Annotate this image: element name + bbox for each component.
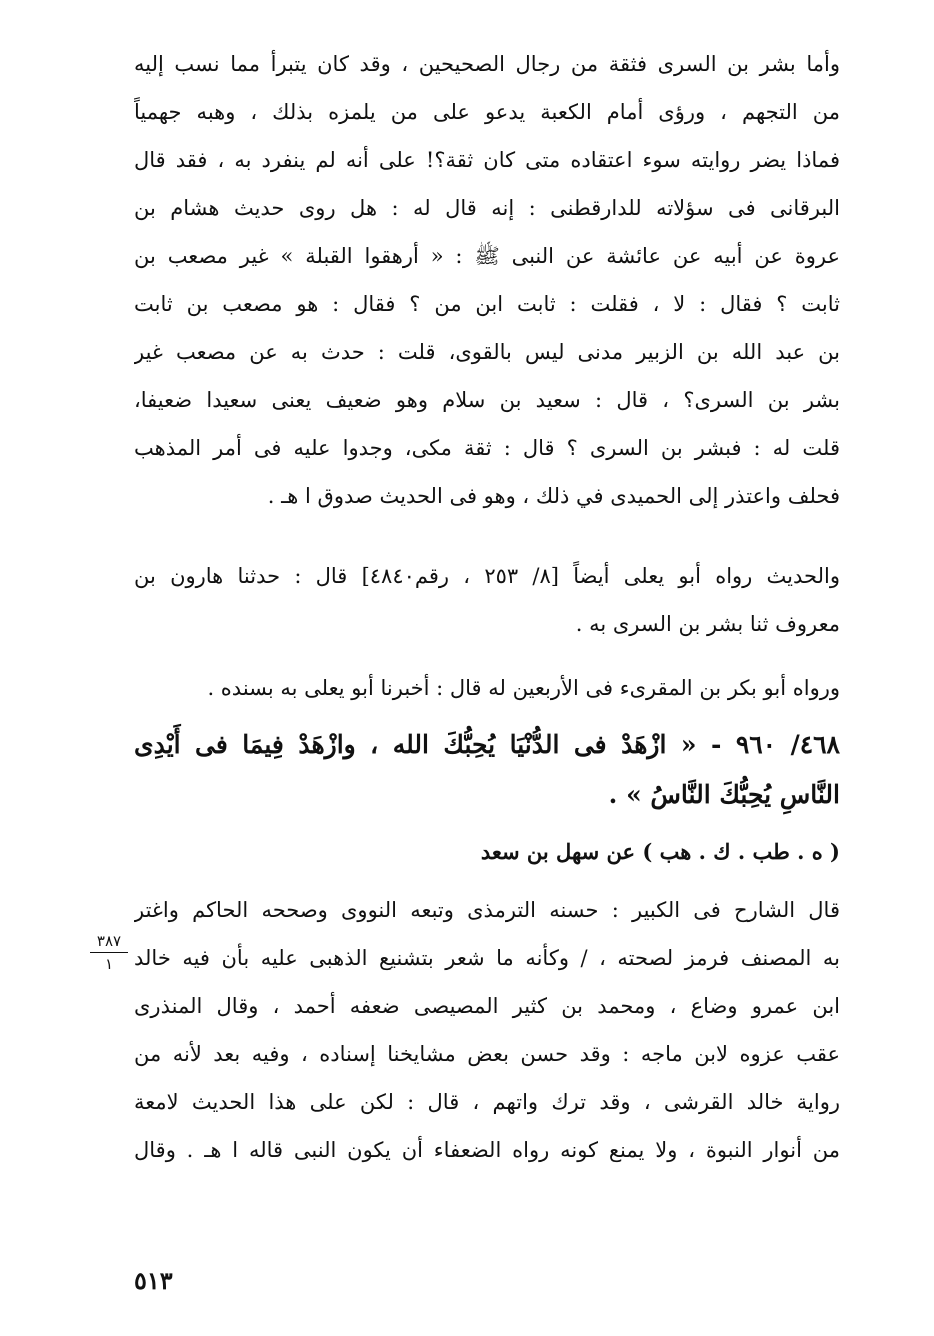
paragraph-abu-yala [134,552,840,648]
text-line: والحديث رواه أبو يعلى أيضاً [٨/ ٢٥٣ ، رقم٤٨٤٠] قال : حدثنا هارون بن [134,564,840,588]
text-line: بن عبد الله بن الزبير مدنى ليس بالقوى، قلت : حدث به عن مصعب غير [134,340,840,364]
hadith-line: النَّاسِ يُحِبُّكَ النَّاسُ » . [608,780,840,809]
paragraph-commentary-1 [134,40,840,520]
text-line: ابن عمرو وضاع ، ومحمد بن كثير المصيصى ضعفه أحمد ، وقال المنذرى [134,994,840,1018]
sources-line: ( ه . طب . ك . هب ) عن سهل بن سعد [480,839,840,864]
text-line: فحلف واعتذر إلى الحميدى في ذلك ، وهو فى الحديث صدوق ا هـ . [267,484,840,508]
hadith-text [134,720,840,820]
paragraph-commentary-2 [134,886,840,1174]
text-line: به المصنف فرمز لصحته ، / وكأنه ما شعر بتشنيع الذهبى عليه بأن فيه خالد [134,946,840,970]
marginal-page: ٣٨٧ [96,932,122,950]
text-line: عقب عزوه لابن ماجه : وقد حسن بعض مشايخنا إسناده ، وفيه بعد لأنه من [134,1042,840,1066]
hadith-line: ٤٦٨/ ٩٦٠ - « ازْهَدْ فى الدُّنْيَا يُحِبُّكَ الله ، وازْهَدْ فِيمَا فى أَيْدِى [134,730,840,759]
marginal-rule [90,952,128,953]
page-number: ٥١٣ [134,1266,173,1295]
text-line: قلت له : فبشر بن السرى ؟ قال : ثقة مكى، وجدوا عليه فى أمر المذهب [134,436,840,460]
text-line: بشر بن السرى؟ ، قال : سعيد بن سلام وهو ضعيف يعنى سعيدا ضعيفا، [134,388,840,412]
text-line: معروف ثنا بشر بن السرى به . [575,612,840,636]
text-line: ورواه أبو بكر بن المقرىء فى الأربعين له قال : أخبرنا أبو يعلى به بسنده . [207,676,840,700]
text-line: فماذا يضر روايته سوء اعتقاده متى كان ثقة؟! على أنه لم ينفرد به ، فقد قال [134,148,840,172]
hadith-sources [134,828,840,876]
text-line: قال الشارح فى الكبير : حسنه الترمذى وتبعه النووى وصححه الحاكم واغتر [134,898,840,922]
text-line: رواية خالد القرشى ، وقد ترك واتهم ، قال : لكن على هذا الحديث لامعة [134,1090,840,1114]
text-line: وأما بشر بن السرى فثقة من رجال الصحيحين ، وقد كان يتبرأ مما نسب إليه [134,52,840,76]
text-line: من التجهم ، ورؤى أمام الكعبة يدعو على من يلمزه بذلك ، وهبه جهمياً [134,100,840,124]
marginal-folio: ١ [104,955,114,973]
paragraph-ibn-al-muqri [134,664,840,712]
text-line: ثابت ؟ فقال : لا ، فقلت : ثابت ابن من ؟ فقال : هو مصعب بن ثابت [134,292,840,316]
text-line: عروة عن أبيه عن عائشة عن النبى ﷺ : « أرهقوا القبلة » غير مصعب بن [134,244,840,268]
marginal-manuscript-reference [88,932,130,973]
text-line: البرقانى فى سؤلاته للدارقطنى : إنه قال له : هل روى حديث هشام بن [134,196,840,220]
text-line: من أنوار النبوة ، ولا يمنع كونه رواه الضعفاء أن يكون النبى قاله ا هـ . وقال [134,1138,840,1162]
